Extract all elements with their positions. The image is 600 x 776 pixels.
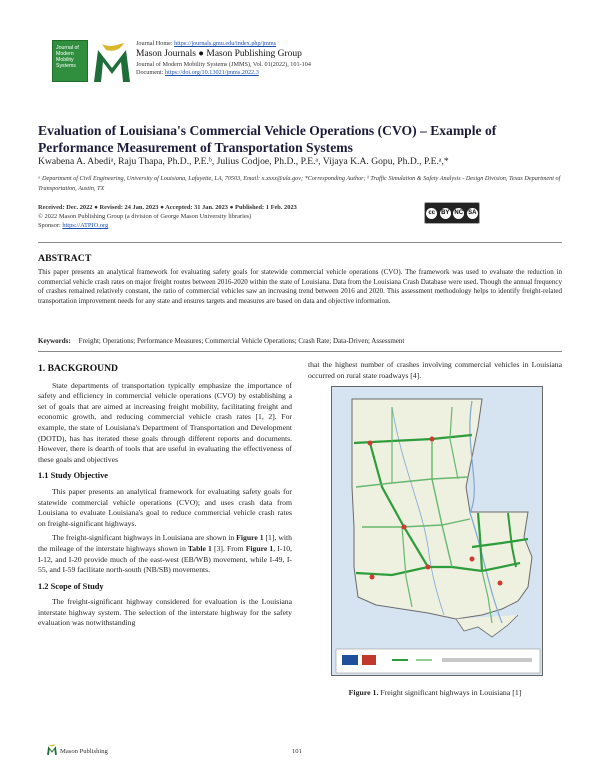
paragraph: The freight-significant highways in Louisiana are shown in Figure 1 [1], with the mileage of the interstate highways shown in Table 1 [3]. From Figure 1, I-10, I-12, and I-20 provide much of the east-west (EB/WB) movement, while I-49, I-55, and I-59 facilitate north-south (NB/SB) movements.	[38, 533, 292, 575]
paragraph: that the highest number of crashes involving commercial vehicles in Louisiana occurred on rural state roadways [4].	[308, 360, 562, 380]
keywords-text: Freight; Operations; Performance Measures; Commercial Vehicle Operations; Crash Rate; Data-Driven; Assessment	[78, 337, 405, 345]
left-column	[38, 364, 292, 633]
sponsor-link[interactable]: https://ATPIO.org	[62, 222, 109, 229]
abstract-heading: ABSTRACT	[38, 253, 92, 264]
journal-home-link[interactable]: https://journals.gmu.edu/index.php/jmms	[174, 40, 277, 47]
journal-citation: Journal of Modern Mobility Systems (JMMS), Vol. 01(2022), 101-104	[136, 61, 311, 68]
figure-reference[interactable]: Figure 1	[236, 533, 264, 543]
sa-icon: SA	[467, 208, 478, 219]
keywords-label: Keywords:	[38, 337, 71, 345]
abstract-text: This paper presents an analytical framework for evaluating safety goals for statewide commercial vehicle operations (CVO). The framework was used to evaluate the reduction in commercial vehicle crash rates on major freight routes between 2016-2020 within the state of Louisiana. Data from the Louisiana Crash Database were used. Though the annual frequency of crashes remained relatively constant, the ratio of commercial vehicles saw an increasing trend between 2016 and 2020. This assessment methodology helps to identify freight-related transportation improvement needs for any state and ensures targets and measures are based on data and objective information.	[38, 268, 562, 305]
paper-title: Evaluation of Louisiana's Commercial Vehicle Operations (CVO) – Example of Performance Measurement of Transportation Systems	[38, 123, 497, 155]
mason-logo-icon	[92, 42, 132, 86]
nc-icon: NC	[453, 208, 464, 219]
cc-icon: cc	[426, 208, 437, 219]
figure-reference[interactable]: Figure 1	[245, 543, 274, 553]
doi-link[interactable]: https://doi.org/10.13021/jmms.2022.3	[165, 69, 259, 76]
cc-license-badge[interactable]	[424, 202, 480, 224]
publisher-name: Mason Journals ● Mason Publishing Group	[136, 49, 302, 59]
right-column-text	[308, 360, 562, 381]
footer-publisher: Mason Publishing	[60, 748, 108, 755]
divider	[38, 242, 562, 243]
paragraph: The freight-significant highway considered for evaluation is the Louisiana interstate highway system. The selection of the interstate highway for the safety evaluation was notwithstanding	[38, 597, 292, 628]
page-number: 101	[292, 748, 302, 755]
paragraph: State departments of transportation typically emphasize the importance of safety and efficiency in commercial vehicle operations (CVO) by establishing a set of goals that are aimed at increasing freight mobility, facilitating freight and economic growth, and reducing commercial vehicle crash rates [1, 2]. For example, the state of Louisiana's Department of Transportation and Development (DOTD), has has iterated these goals through different reports and documents. However, there is dearth of tools that are useful in evaluating the effectiveness of these goals and objectives	[38, 380, 292, 464]
louisiana-highway-map	[331, 386, 543, 676]
journal-logo: Journal of Modern Mobility Systems	[52, 40, 88, 82]
map-illustration	[332, 387, 543, 676]
keywords	[38, 337, 562, 345]
by-icon: BY	[440, 208, 451, 219]
affiliations: ᵃ Department of Civil Engineering, University of Louisiana, Lafayette, LA, 70503, Email: x.xxxx@ula.gov; *Corresponding Author; ᵇ Traffic Simulation & Safety Analysis - Design Division, Texas Department of Transportation, Austin, TX	[38, 175, 561, 192]
subsection-heading: 1.1 Study Objective	[38, 471, 109, 481]
publication-dates: Received: Dec. 2022 ● Revised: 24 Jan. 2023 ● Accepted: 31 Jan. 2023 ● Published: 1 Feb. 2023 © 2022 Mason Publishing Group (a division of George Mason University libraries) Sponsor: https://ATPIO.org	[38, 204, 297, 229]
page-footer	[46, 744, 566, 760]
journal-header: Journal of Modern Mobility Systems Journal Home: https://journals.gmu.edu/index.php/jmms Mason Journals ● Mason Publishing Group Journal of Modern Mobility Systems (JMMS), Vol. 01(2022), 101-104 Document: https://doi.org/10.13021/jmms.2022.3	[52, 40, 548, 96]
divider	[38, 351, 562, 352]
table-reference[interactable]: Table 1	[187, 543, 212, 553]
section-heading: 1. BACKGROUND	[38, 363, 118, 374]
mason-footer-logo-icon	[46, 744, 58, 756]
author-list: Kwabena A. Abediᵃ, Raju Thapa, Ph.D., P.E.ᵇ, Julius Codjoe, Ph.D., P.E.ᵃ, Vijaya K.A. Gopu, Ph.D., P.E.ᵃ,*	[38, 156, 449, 167]
paragraph: This paper presents an analytical framework for evaluating safety goals for statewide commercial vehicle operations (CVO); and uses crash data from Louisiana to evaluate Louisiana's goal to reduce commercial vehicle crash rates on freight-significant highways.	[38, 486, 292, 528]
figure-caption: Figure 1. Freight significant highways in Louisiana [1]	[348, 688, 522, 697]
subsection-heading: 1.2 Scope of Study	[38, 581, 104, 591]
